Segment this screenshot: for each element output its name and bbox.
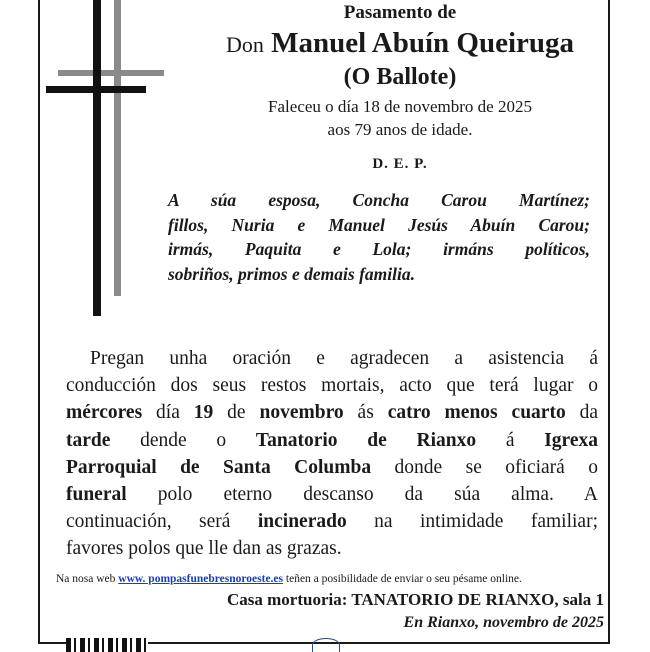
month-name: novembro: [259, 402, 344, 424]
place-and-date: En Rianxo, novembro de 2025: [403, 614, 604, 631]
announcement-line: continuación, será incinerado na intimidade familiar;: [66, 511, 598, 533]
funeral-word: funeral: [66, 484, 127, 506]
announcement-heading: Pasamento de: [343, 2, 457, 23]
announcement-line: tarde dende o Tanatorio de Rianxo á Igrexa: [66, 429, 599, 451]
mortuary-info: Casa mortuoria: TANATORIO DE RIANXO, sala 1: [226, 590, 604, 609]
day-number: 19: [193, 402, 214, 424]
deceased-nickname: (O Ballote): [343, 64, 457, 90]
cross-icon: [0, 0, 170, 320]
website-link[interactable]: www. pompasfunebresnoroeste.es: [118, 573, 284, 585]
family-list: [168, 188, 590, 286]
dep-abbrev: D. E. P.: [372, 156, 428, 172]
announcement-line: favores polos que lle dan as grazas.: [66, 538, 342, 560]
family-line: irmás, Paquita e Lola; irmáns políticos,: [168, 239, 590, 259]
family-line: fillos, Nuria e Manuel Jesús Abuín Carou;: [168, 214, 590, 235]
web-condolence-note: Na nosa web www. pompasfunebresnoroeste.es teñen a posibilidade de enviar o seu pésame online.: [56, 573, 522, 585]
announcement-line: funeral polo eterno descanso da súa alma. A: [66, 484, 598, 506]
church-name: Parroquial de Santa Columba: [66, 456, 372, 478]
deceased-fullname: Manuel Abuín Queiruga: [271, 27, 575, 59]
death-date: Faleceu o día 18 de novembro de 2025: [268, 97, 532, 116]
family-line: A súa esposa, Concha Carou Martínez;: [168, 190, 590, 210]
announcement-line: Pregan unha oración e agradecen a asistencia á: [90, 348, 598, 369]
day-name: mércores: [66, 402, 143, 424]
announcement-line: Parroquial de Santa Columba donde se oficiará o: [66, 456, 599, 478]
family-line: sobriños, primos e demais familia.: [168, 263, 415, 284]
honorific: Don: [225, 32, 264, 57]
incinerado-word: incinerado: [257, 511, 347, 533]
tanatorio-name: Tanatorio de Rianxo: [255, 429, 477, 451]
deceased-name: [190, 27, 610, 60]
ceremony-time: catro menos cuarto: [387, 402, 566, 424]
announcement-line: mércores día 19 de novembro ás catro menos cuarto da: [66, 402, 599, 424]
age-line: aos 79 anos de idade.: [327, 120, 473, 139]
announcement-line: conducción dos seus restos mortais, acto que terá lugar o: [66, 375, 598, 397]
ceremony-announcement: [66, 345, 598, 563]
